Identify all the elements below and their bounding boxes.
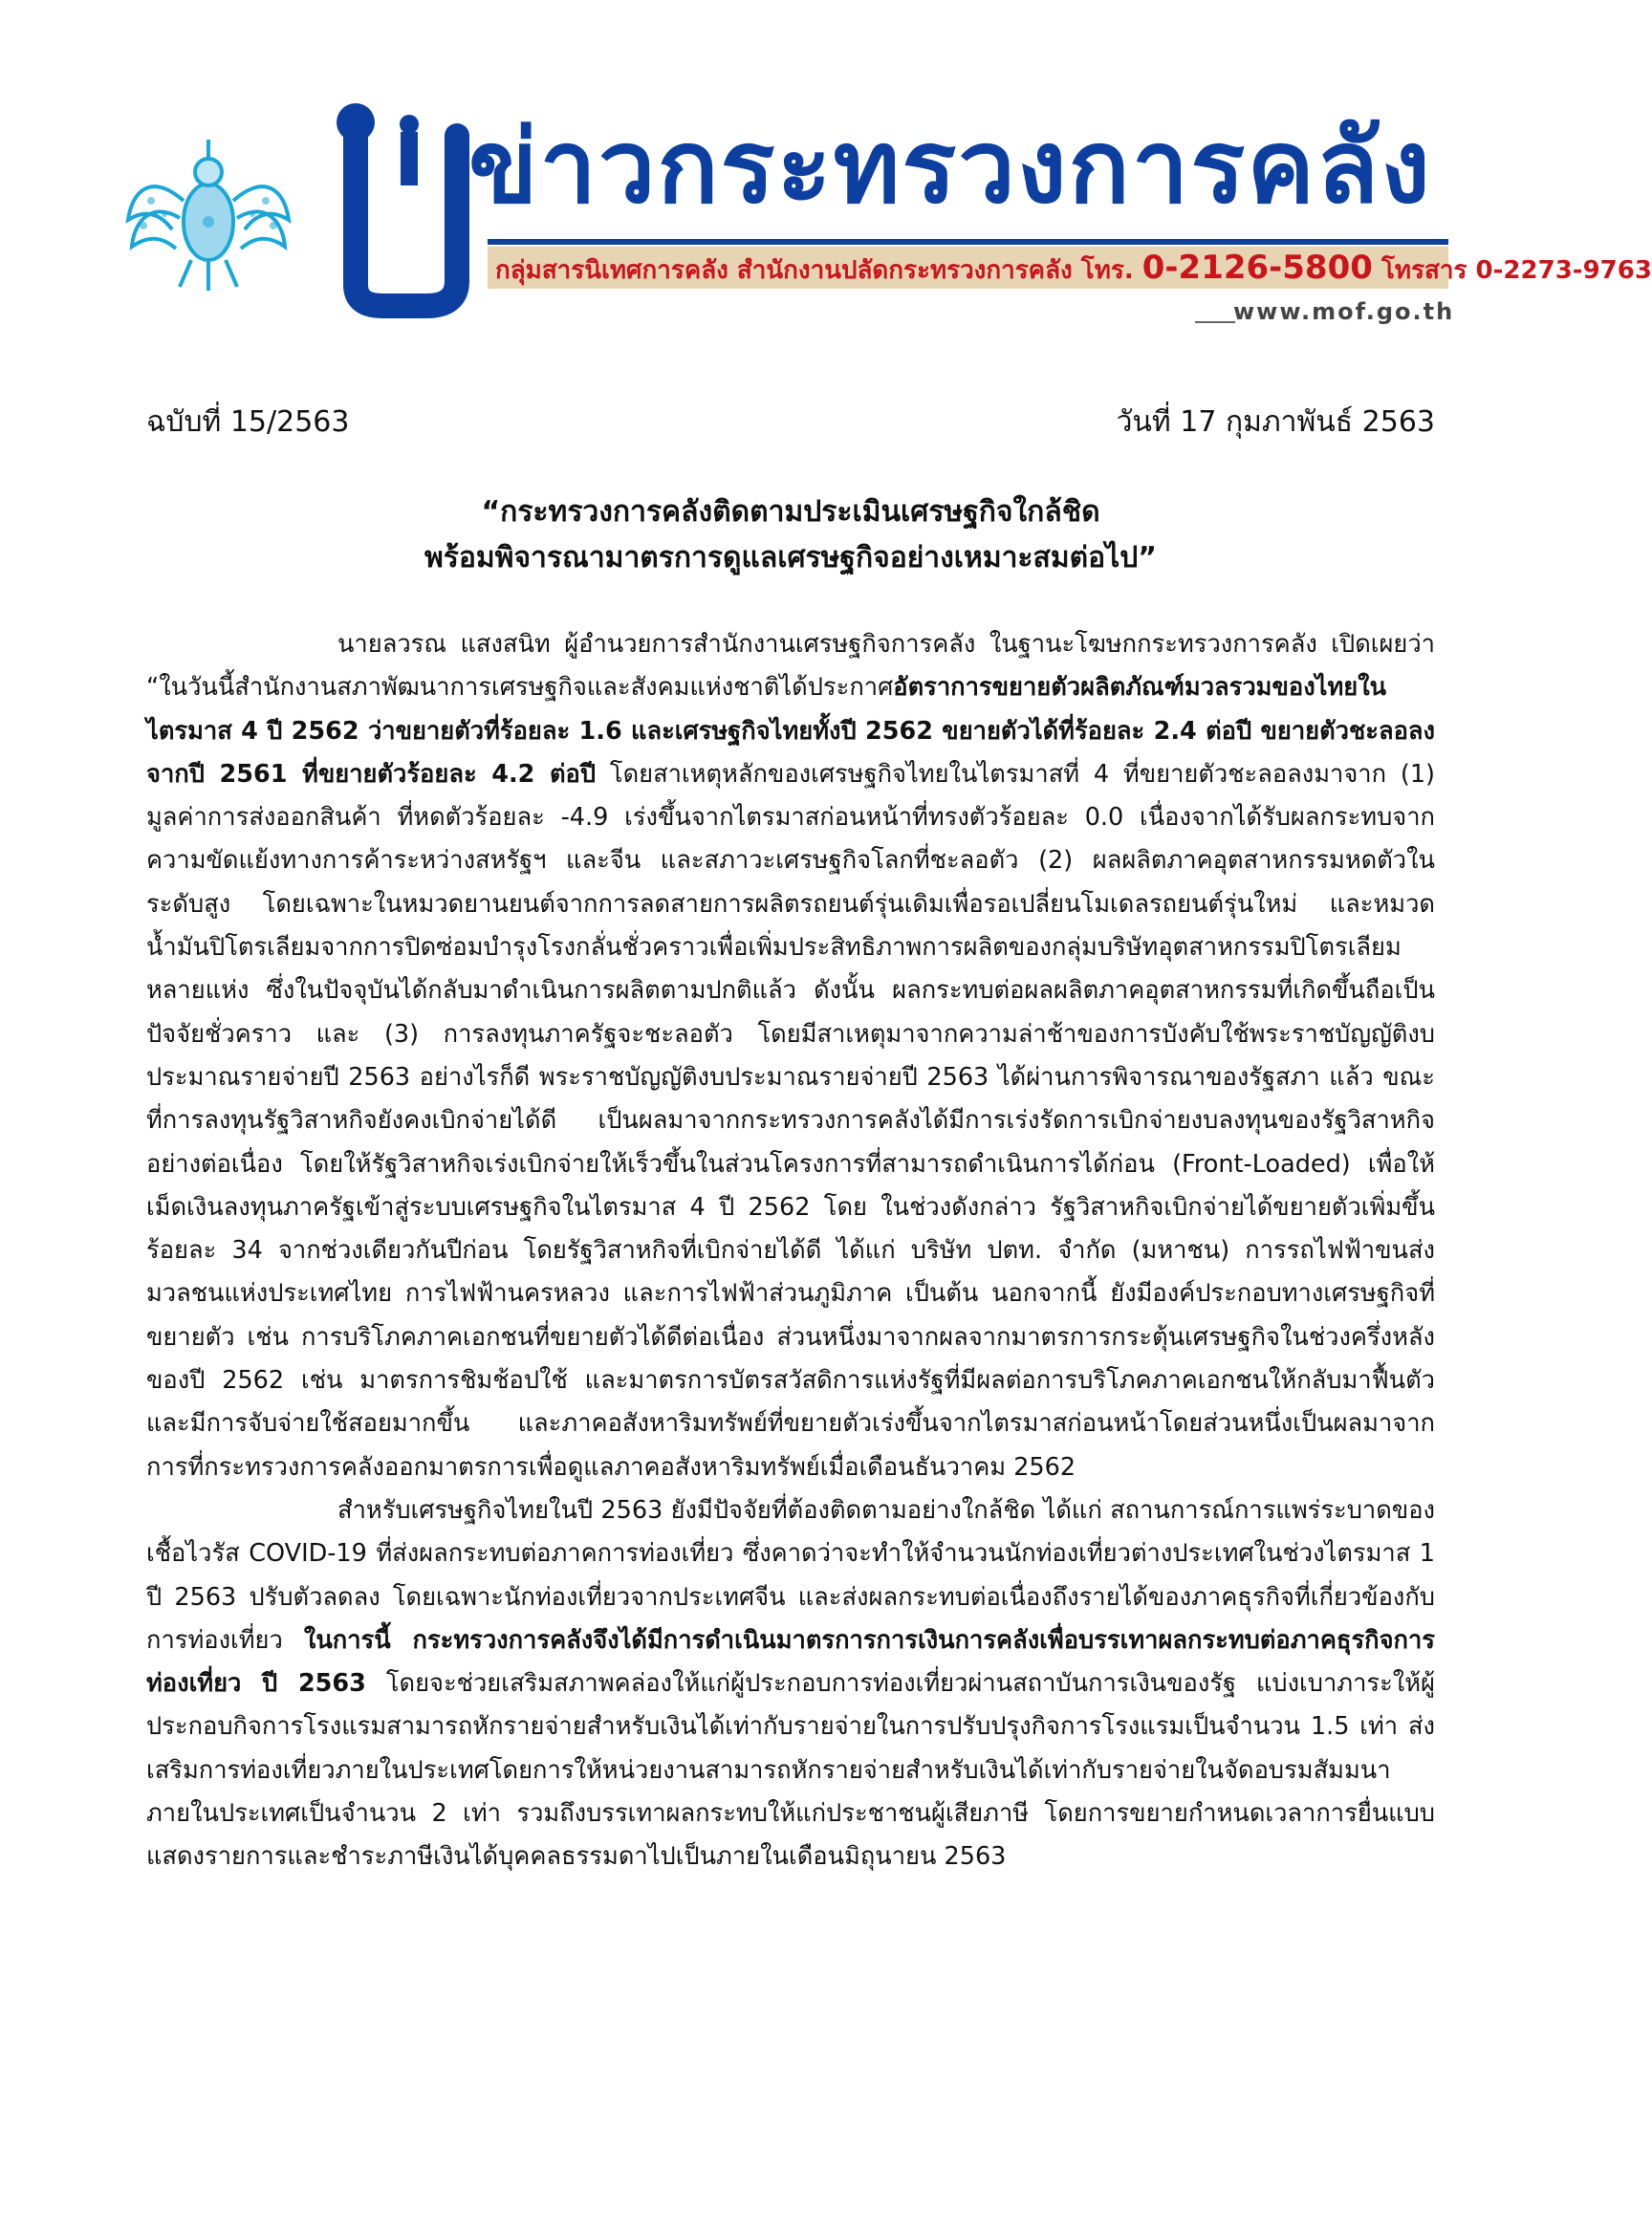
headline-line-2: พร้อมพิจารณามาตรการดูแลเศรษฐกิจอย่างเหมาะสมต่อไป”	[424, 541, 1157, 575]
phone-number: 0-2126-5800	[1141, 249, 1373, 287]
headline-line-1: “กระทรวงการคลังติดตามประเมินเศรษฐกิจใกล้ชิด	[481, 495, 1100, 529]
body-paragraph-2	[146, 1489, 1435, 1879]
website-underline	[1195, 321, 1235, 323]
website-link[interactable]: www.mof.go.th	[1233, 298, 1455, 325]
issue-number: ฉบับที่ 15/2563	[146, 405, 350, 439]
contact-band	[488, 247, 1652, 289]
press-headline	[146, 489, 1435, 581]
press-body	[146, 623, 1435, 1879]
masthead	[0, 0, 1652, 363]
p2-lead: สำหรับเศรษฐกิจไทยในปี 2563 ยังมีปัจจัยที่ต้องติดตามอย่างใกล้ชิด ได้แก่ สถานการณ์การแพร่ระบาดของเชื้อไวรัส COVID-19 ที่ส่งผลกระทบต่อภาคการท่องเที่ยว ซึ่งคาดว่าจะทำให้จำนวนนักท่องเที่ยวต่างประเทศในช่วงไตรมาส 1 ปี 2563 ปรับตัวลดลง โดยเฉพาะนักท่องเที่ยวจากประเทศจีน และส่งผลกระทบต่อเนื่องถึงรายได้ของภาคธุรกิจที่เกี่ยวข้องกับการท่องเที่ยว	[146, 1495, 1435, 1655]
p2-rest: โดยจะช่วยเสริมสภาพคล่องให้แก่ผู้ประกอบการท่องเที่ยวผ่านสถาบันการเงินของรัฐ แบ่งเบาภาระให้ผู้ประกอบกิจการโรงแรมสามารถหักรายจ่ายสำหรับเงินได้เท่ากับรายจ่ายในการปรับปรุงกิจการโรงแรมเป็นจำนวน 1.5 เท่า ส่งเสริมการท่องเที่ยวภายในประเทศโดยการให้หน่วยงานสามารถหักรายจ่ายสำหรับเงินได้เท่ากับรายจ่ายในจัดอบรมสัมมนาภายในประเทศเป็นจำนวน 2 เท่า รวมถึงบรรเทาผลกระทบให้แก่ประชาชนผู้เสียภาษี โดยการขยายกำหนดเวลาการยื่นแบบแสดงรายการและชำระภาษีเงินได้บุคคลธรรมดาไปเป็นภายในเดือนมิถุนายน 2563	[146, 1669, 1435, 1872]
masthead-initial-glyph	[335, 94, 468, 314]
issue-date: วันที่ 17 กุมภาพันธ์ 2563	[1116, 405, 1435, 439]
masthead-rule	[488, 239, 1448, 245]
fax-number: 0-2273-9763	[1475, 256, 1652, 285]
masthead-title: ข่าวกระทรวงการคลัง	[468, 108, 1432, 226]
contact-prefix: กลุ่มสารนิเทศการคลัง สำนักงานปลัดกระทรวงการคลัง โทร.	[495, 256, 1134, 285]
p1-lead: นายลวรณ แสงสนิท ผู้อำนวยการสำนักงานเศรษฐกิจการคลัง ในฐานะโฆษกกระทรวงการคลัง เปิดเผยว่า “ในวันนี้สำนักงานสภาพัฒนาการเศรษฐกิจและสังคมแห่งชาติได้ประกาศ	[146, 630, 1435, 703]
p1-highlight: อัตราการขยายตัวผลิตภัณฑ์มวลรวมของไทยในไตรมาส 4 ปี 2562 ว่าขยายตัวที่ร้อยละ 1.6 และเศรษฐกิจไทยทั้งปี 2562 ขยายตัวได้ที่ร้อยละ 2.4 ต่อปี ขยายตัวชะลอลงจากปี 2561 ที่ขยายตัวร้อยละ 4.2 ต่อปี	[146, 673, 1435, 789]
fax-label: โทรสาร	[1380, 256, 1467, 285]
body-paragraph-1	[146, 623, 1435, 1489]
p1-rest: โดยสาเหตุหลักของเศรษฐกิจไทยในไตรมาสที่ 4 ที่ขยายตัวชะลอลงมาจาก (1) มูลค่าการส่งออกสินค้า ที่หดตัวร้อยละ -4.9 เร่งขึ้นจากไตรมาสก่อนหน้าที่ทรงตัวร้อยละ 0.0 เนื่องจากได้รับผลกระทบจากความขัดแย้งทางการค้าระหว่างสหรัฐฯ และจีน และสภาวะเศรษฐกิจโลกที่ชะลอตัว (2) ผลผลิตภาคอุตสาหกรรมหดตัวในระดับสูง โดยเฉพาะในหมวดยานยนต์จากการลดสายการผลิตรถยนต์รุ่นเดิมเพื่อรอเปลี่ยนโมเดลรถยนต์รุ่นใหม่ และหมวดน้ำมันปิโตรเลียมจากการปิดซ่อมบำรุงโรงกลั่นชั่วคราวเพื่อเพิ่มประสิทธิภาพการผลิตของกลุ่มบริษัทอุตสาหกรรมปิโตรเลียมหลายแห่ง ซึ่งในปัจจุบันได้กลับมาดำเนินการผลิตตามปกติแล้ว ดังนั้น ผลกระทบต่อผลผลิตภาคอุตสาหกรรมที่เกิดขึ้นถือเป็นปัจจัยชั่วคราว และ (3) การลงทุนภาครัฐจะชะลอตัว โดยมีสาเหตุมาจากความล่าช้าของการบังคับใช้พระราชบัญญัติงบประมาณรายจ่ายปี 2563 อย่างไรก็ดี พระราชบัญญัติงบประมาณรายจ่ายปี 2563 ได้ผ่านการพิจารณาของรัฐสภา แล้ว ขณะที่การลงทุนรัฐวิสาหกิจยังคงเบิกจ่ายได้ดี เป็นผลมาจากกระทรวงการคลังได้มีการเร่งรัดการเบิกจ่ายงบลงทุนของรัฐวิสาหกิจอย่างต่อเนื่อง โดยให้รัฐวิสาหกิจเร่งเบิกจ่ายให้เร็วขึ้นในส่วนโครงการที่สามารถดำเนินการได้ก่อน (Front-Loaded) เพื่อให้เม็ดเงินลงทุนภาครัฐเข้าสู่ระบบเศรษฐกิจในไตรมาส 4 ปี 2562 โดย ในช่วงดังกล่าว รัฐวิสาหกิจเบิกจ่ายได้ขยายตัวเพิ่มขึ้นร้อยละ 34 จากช่วงเดียวกันปีก่อน โดยรัฐวิสาหกิจที่เบิกจ่ายได้ดี ได้แก่ บริษัท ปตท. จำกัด (มหาชน) การรถไฟฟ้าขนส่งมวลชนแห่งประเทศไทย การไฟฟ้านครหลวง และการไฟฟ้าส่วนภูมิภาค เป็นต้น นอกจากนี้ ยังมีองค์ประกอบทางเศรษฐกิจที่ขยายตัว เช่น การบริโภคภาคเอกชนที่ขยายตัวได้ดีต่อเนื่อง ส่วนหนึ่งมาจากผลจากมาตรการกระตุ้นเศรษฐกิจในช่วงครึ่งหลังของปี 2562 เช่น มาตรการชิมช้อปใช้ และมาตรการบัตรสวัสดิการแห่งรัฐที่มีผลต่อการบริโภคภาคเอกชนให้กลับมาฟื้นตัวและมีการจับจ่ายใช้สอยมากขึ้น และภาคอสังหาริมทรัพย์ที่ขยายตัวเร่งขึ้นจากไตรมาสก่อนหน้าโดยส่วนหนึ่งเป็นผลมาจากการที่กระทรวงการคลังออกมาตรการเพื่อดูแลภาคอสังหาริมทรัพย์เมื่อเดือนธันวาคม 2562	[146, 759, 1435, 1482]
garuda-emblem-icon	[122, 134, 294, 296]
p2-highlight: ในการนี้ กระทรวงการคลังจึงได้มีการดำเนินมาตรการการเงินการคลังเพื่อบรรเทาผลกระทบต่อภาคธุรกิจการท่องเที่ยว ปี 2563	[146, 1625, 1435, 1699]
